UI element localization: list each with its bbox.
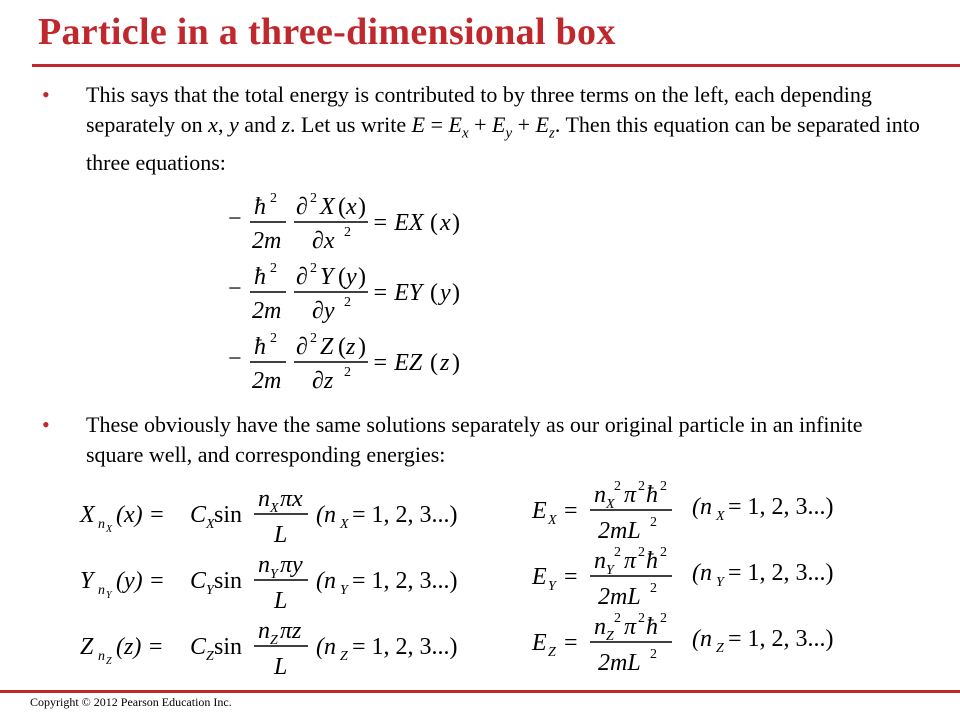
svg-text:): ) (452, 210, 460, 236)
svg-text:E: E (532, 498, 547, 524)
footer-rule (0, 690, 960, 693)
svg-text:(n: (n (692, 560, 712, 586)
energy-x (531, 479, 834, 544)
svg-text:Z: Z (340, 649, 348, 664)
svg-text:2: 2 (270, 331, 277, 346)
svg-text:X: X (270, 501, 279, 516)
svg-text:2: 2 (344, 365, 351, 380)
svg-text:ħ: ħ (646, 614, 658, 640)
svg-text:∂y: ∂y (312, 298, 335, 324)
svg-text:L: L (274, 522, 288, 548)
svg-text:∂x: ∂x (312, 228, 335, 254)
svg-text:=: = (564, 498, 578, 524)
svg-text:=: = (564, 564, 578, 590)
svg-text:∂: ∂ (296, 334, 308, 360)
copyright-footer: Copyright © 2012 Pearson Education Inc. (30, 695, 232, 709)
svg-text:2mL: 2mL (598, 650, 641, 676)
svg-text:= EZ: = EZ (372, 350, 423, 376)
svg-text:2: 2 (344, 295, 351, 310)
svg-text:2: 2 (310, 261, 317, 276)
svg-text:X: X (320, 194, 335, 220)
svg-text:(n: (n (692, 494, 712, 520)
svg-text:y: y (440, 280, 451, 306)
svg-text:C: C (190, 634, 207, 660)
svg-text:): ) (358, 264, 366, 290)
svg-text:): ) (452, 350, 460, 376)
svg-text:(: ( (430, 210, 438, 236)
solution-z (80, 618, 458, 680)
bullet-item-1 (42, 80, 922, 178)
svg-text:2: 2 (638, 611, 645, 626)
svg-text:(x) =: (x) = (116, 502, 165, 528)
bullet-dot-icon: • (42, 82, 50, 107)
svg-text:2: 2 (660, 545, 667, 560)
svg-text:= 1, 2, 3...): = 1, 2, 3...) (352, 502, 458, 528)
energy-y (531, 545, 834, 610)
svg-text:2: 2 (310, 191, 317, 206)
svg-text:2: 2 (638, 479, 645, 494)
svg-text:ħ: ħ (646, 482, 658, 508)
svg-text:x: x (440, 210, 451, 236)
svg-text:Z: Z (80, 634, 94, 660)
svg-text:2mL: 2mL (598, 518, 641, 544)
svg-text:(: ( (338, 194, 346, 220)
svg-text:Y: Y (340, 583, 348, 598)
svg-text:−: − (228, 206, 242, 232)
svg-text:C: C (190, 502, 207, 528)
svg-text:∂: ∂ (296, 264, 308, 290)
svg-text:Z: Z (106, 656, 112, 667)
svg-text:sin: sin (214, 634, 243, 660)
svg-text:z: z (346, 334, 356, 360)
energy-z (531, 611, 834, 676)
equation-y (228, 261, 460, 324)
solution-equations (80, 478, 480, 678)
svg-text:2: 2 (614, 611, 621, 626)
svg-text:2: 2 (270, 191, 277, 206)
svg-text:(: ( (338, 264, 346, 290)
svg-text:2: 2 (344, 225, 351, 240)
bullet-text: These obviously have the same solutions separately as our original particle in an infinite square well, and corresponding energies: (86, 412, 863, 467)
svg-text:∂: ∂ (296, 194, 308, 220)
equation-x (228, 191, 460, 254)
svg-text:Y: Y (206, 583, 214, 598)
svg-text:): ) (452, 280, 460, 306)
svg-text:2: 2 (638, 545, 645, 560)
svg-text:Y: Y (106, 590, 112, 601)
title-underline (32, 64, 960, 67)
svg-text:π: π (624, 614, 637, 640)
svg-text:Z: Z (270, 633, 278, 648)
svg-text:Y: Y (548, 579, 556, 594)
svg-text:z: z (440, 350, 450, 376)
solution-x (79, 486, 458, 548)
svg-text:2: 2 (614, 545, 621, 560)
svg-text:Y: Y (716, 575, 724, 590)
bullet-item-2 (42, 410, 922, 470)
energy-equations (532, 474, 872, 674)
svg-text:n: n (594, 548, 606, 574)
svg-text:Z: Z (320, 334, 334, 360)
svg-text:2mL: 2mL (598, 584, 641, 610)
svg-text:2: 2 (614, 479, 621, 494)
svg-text:n: n (98, 517, 105, 532)
svg-text:Y: Y (320, 264, 334, 290)
svg-text:∂z: ∂z (312, 368, 334, 394)
svg-text:πz: πz (280, 618, 302, 644)
svg-text:n: n (258, 486, 270, 512)
svg-text:(n: (n (692, 626, 712, 652)
svg-text:2m: 2m (252, 298, 282, 324)
svg-text:L: L (274, 654, 288, 680)
svg-text:(: ( (338, 334, 346, 360)
svg-text:(n: (n (316, 568, 336, 594)
svg-text:2: 2 (650, 647, 657, 662)
svg-text:X: X (340, 517, 349, 532)
svg-text:Y: Y (606, 563, 614, 578)
svg-text:= EX: = EX (372, 210, 424, 236)
svg-text:2: 2 (660, 479, 667, 494)
svg-text:= 1, 2, 3...): = 1, 2, 3...) (728, 626, 834, 652)
svg-text:2: 2 (270, 261, 277, 276)
svg-text:= EY: = EY (372, 280, 423, 306)
svg-text:(: ( (430, 350, 438, 376)
svg-text:ħ: ħ (254, 194, 266, 220)
svg-text:sin: sin (214, 502, 243, 528)
svg-text:2: 2 (310, 331, 317, 346)
svg-text:ħ: ħ (254, 334, 266, 360)
svg-text:= 1, 2, 3...): = 1, 2, 3...) (352, 634, 458, 660)
svg-text:−: − (228, 346, 242, 372)
svg-text:(: ( (430, 280, 438, 306)
svg-text:E: E (532, 564, 547, 590)
svg-text:= 1, 2, 3...): = 1, 2, 3...) (728, 494, 834, 520)
bullet-text: This says that the total energy is contributed to by three terms on the left, each depending separately on x, y and z. Let us write $E = E_x + E_y + E_z$. Then this equation can be separated into three equations: (86, 82, 920, 176)
svg-text:2: 2 (660, 611, 667, 626)
svg-text:n: n (258, 618, 270, 644)
svg-text:): ) (358, 194, 366, 220)
svg-text:ħ: ħ (646, 548, 658, 574)
svg-text:2m: 2m (252, 368, 282, 394)
svg-text:X: X (716, 509, 725, 524)
svg-text:X: X (106, 524, 113, 535)
separated-equations (220, 186, 480, 394)
svg-text:ħ: ħ (254, 264, 266, 290)
svg-text:n: n (98, 583, 105, 598)
svg-text:π: π (624, 482, 637, 508)
svg-text:π: π (624, 548, 637, 574)
svg-text:n: n (594, 482, 606, 508)
svg-text:sin: sin (214, 568, 243, 594)
slide-title: Particle in a three-dimensional box (38, 11, 616, 53)
svg-text:2: 2 (650, 581, 657, 596)
svg-text:−: − (228, 276, 242, 302)
solution-y (80, 552, 458, 614)
svg-text:Y: Y (80, 568, 94, 594)
svg-text:πx: πx (280, 486, 303, 512)
svg-text:2: 2 (650, 515, 657, 530)
svg-text:(n: (n (316, 634, 336, 660)
svg-text:): ) (358, 334, 366, 360)
svg-text:Z: Z (548, 645, 556, 660)
svg-text:2m: 2m (252, 228, 282, 254)
svg-text:C: C (190, 568, 207, 594)
svg-text:(y) =: (y) = (116, 568, 165, 594)
svg-text:πy: πy (280, 552, 303, 578)
svg-text:x: x (346, 194, 357, 220)
svg-text:E: E (532, 630, 547, 656)
svg-text:(n: (n (316, 502, 336, 528)
svg-text:Z: Z (206, 649, 214, 664)
svg-text:= 1, 2, 3...): = 1, 2, 3...) (728, 560, 834, 586)
svg-text:X: X (80, 502, 95, 528)
svg-text:X: X (206, 517, 215, 532)
svg-text:n: n (98, 649, 105, 664)
svg-text:Z: Z (716, 641, 724, 656)
bullet-dot-icon: • (42, 412, 50, 437)
svg-text:=: = (564, 630, 578, 656)
svg-text:= 1, 2, 3...): = 1, 2, 3...) (352, 568, 458, 594)
svg-text:L: L (274, 588, 288, 614)
svg-text:n: n (594, 614, 606, 640)
svg-text:Z: Z (606, 629, 614, 644)
svg-text:X: X (548, 513, 557, 528)
svg-text:(z) =: (z) = (116, 634, 164, 660)
svg-text:n: n (258, 552, 270, 578)
svg-text:y: y (346, 264, 357, 290)
equation-z (228, 331, 460, 394)
svg-text:X: X (606, 497, 615, 512)
svg-text:Y: Y (270, 567, 278, 582)
